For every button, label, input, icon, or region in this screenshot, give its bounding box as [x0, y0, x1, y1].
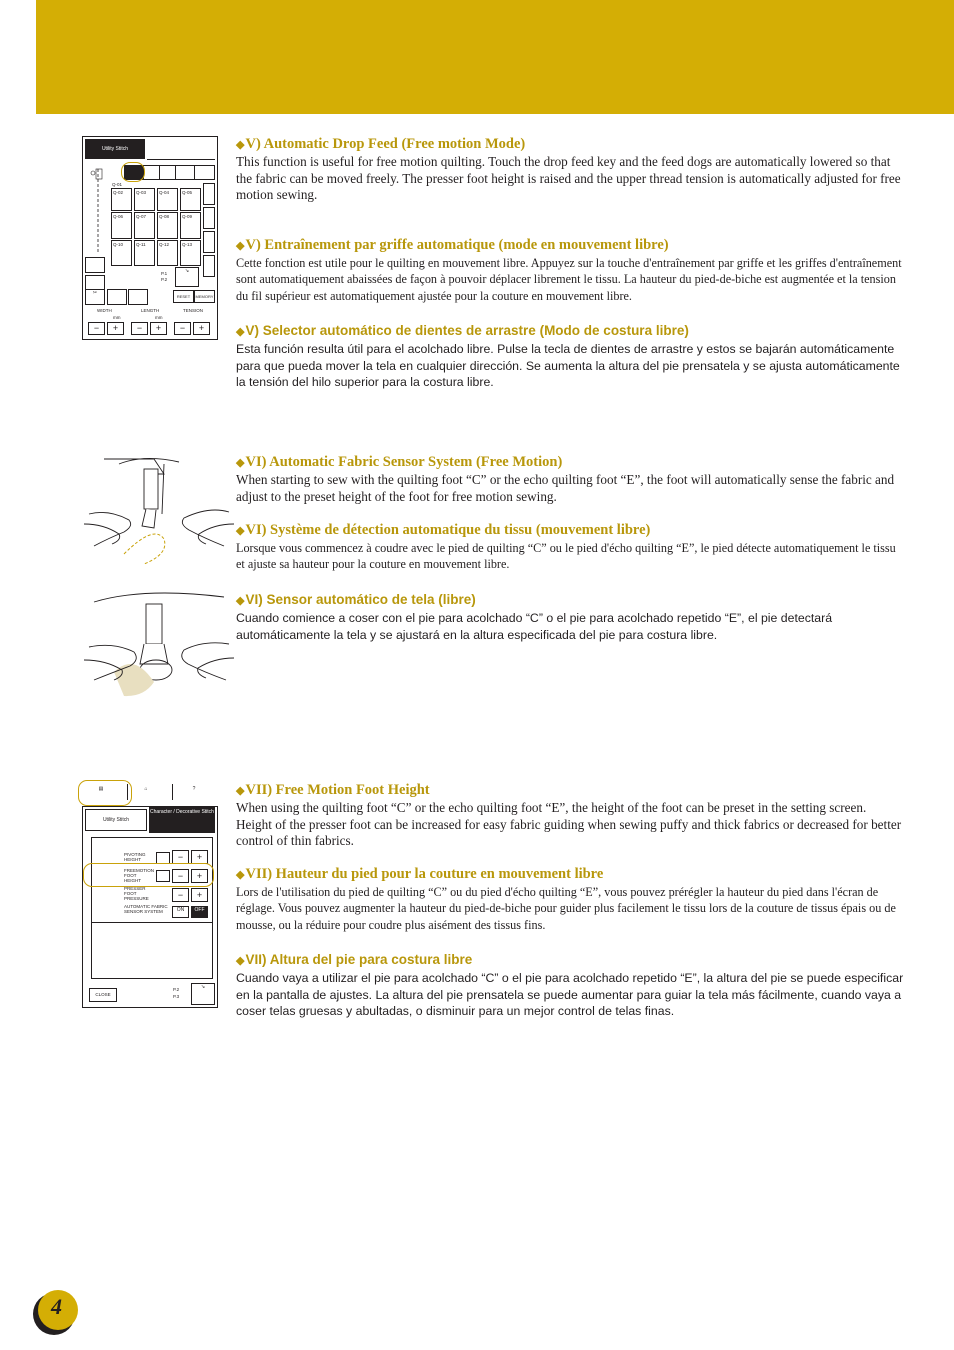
mirror-key[interactable]	[175, 165, 195, 180]
width-minus[interactable]: −	[88, 322, 105, 335]
settings-tab-highlight	[78, 780, 132, 806]
page-indicator: P.3	[173, 994, 180, 999]
stitch-key[interactable]: Q-08	[157, 212, 178, 239]
right-icon-key[interactable]	[203, 231, 215, 253]
utility-stitch-tab[interactable]: Utility Stitch	[85, 809, 147, 831]
pivot-plus[interactable]: +	[191, 850, 208, 864]
sensor-off[interactable]: OFF	[191, 906, 208, 918]
settings-screen	[82, 806, 218, 1008]
drop-feed-highlight	[121, 162, 145, 182]
stitch-key[interactable]: Q-04	[157, 188, 178, 211]
help-icon[interactable]: ?	[186, 786, 202, 798]
page-arrow-key[interactable]: ↘	[175, 267, 199, 287]
stitch-key[interactable]: Q-07	[134, 212, 155, 239]
tension-minus[interactable]: −	[174, 322, 191, 335]
settings-list	[91, 837, 213, 979]
close-button[interactable]: CLOSE	[89, 988, 117, 1002]
right-icon-key[interactable]	[203, 183, 215, 205]
vi-fr-body: Lorsque vous commencez à coudre avec le pied de quilting “C” ou le pied d'écho quilting “E”, le pied détecte automatiquement le tissu et ajuste sa hauteur pour la couture en mouvement libre.	[236, 541, 896, 572]
scissors-key[interactable]: ✂	[85, 289, 105, 305]
stitch-key[interactable]: Q-10	[111, 240, 132, 266]
stitch-key[interactable]: Q-11	[134, 240, 155, 266]
width-label: WIDTH	[97, 308, 112, 313]
v-fr-heading: ◆V) Entraînement par griffe automatique (mode en mouvement libre)	[236, 237, 669, 253]
pivoting-height-label: PIVOTING HEIGHT	[124, 852, 146, 862]
unit-mm: mm	[155, 315, 163, 320]
vii-en-body: When using the quilting foot “C” or the echo quilting foot “E”, the height of the foot can be preset in the setting screen. Height of the presser foot can be increased for easy fabric guiding when sewing puffy and thick fabrics or decreased for better control of thin fabrics.	[236, 800, 902, 849]
vi-fr-heading: ◆VI) Système de détection automatique du tissu (mouvement libre)	[236, 522, 651, 538]
page-indicator: P.1	[161, 271, 168, 276]
sewing-machine-icon[interactable]: ⌂	[138, 786, 154, 798]
utility-stitch-screen	[82, 136, 218, 340]
page-indicator: P.2	[161, 277, 168, 282]
tension-plus[interactable]: +	[193, 322, 210, 335]
freemotion-foot-height-label: FREEMOTION FOOT HEIGHT	[124, 868, 154, 883]
page-arrow-key[interactable]: ↘	[191, 983, 215, 1005]
tool-key[interactable]	[85, 257, 105, 273]
v-es-body: Esta función resulta útil para el acolchado libre. Pulse la tecla de dientes de arrastre y estos se bajarán automáticamente para que pueda mover la tela en cualquier dirección. Se aumenta la altura del pie prensatela y se ajusta automáticamente la tensión del hilo superior para la costura libre.	[236, 342, 900, 390]
vii-es-body: Cuando vaya a utilizar el pie para acolchado “C” o el pie para acolchado repetido “E”, la altura del pie se puede especificar en la pantalla de ajustes. La altura del pie prensatela se puede aumentar para guiar la tela más fácilmente, cuando vaya a coser telas gruesas y abultadas, o disminuir para un mejor control de telas finas.	[236, 971, 904, 1019]
settings-key[interactable]	[194, 165, 215, 180]
right-icon-key[interactable]	[203, 255, 215, 277]
page-indicator: P.2	[173, 987, 180, 992]
vi-en-heading: ◆VI) Automatic Fabric Sensor System (Free Motion)	[236, 454, 563, 470]
unit-mm: mm	[113, 315, 121, 320]
v-es-heading: ◆V) Selector automático de dientes de arrastre (Modo de costura libre)	[236, 323, 689, 338]
tension-label: TENSION	[183, 308, 204, 313]
right-icon-key[interactable]	[203, 207, 215, 229]
stitch-key[interactable]: Q-12	[157, 240, 178, 266]
page-number: 4	[51, 1294, 62, 1319]
pressure-plus[interactable]: +	[191, 888, 208, 902]
stitch-grid	[110, 182, 202, 272]
fabric-sensor-label: AUTOMATIC FABRIC SENSOR SYSTEM	[124, 904, 168, 914]
stitch-key[interactable]: Q-05	[180, 188, 201, 211]
vi-es-body: Cuando comience a coser con el pie para acolchado “C” o el pie para acolchado repetido “E”, el pie detectará automáticamente la tela y se ajustará en la altura especificada del pie para costura libre.	[236, 611, 833, 642]
needle-key[interactable]	[128, 289, 148, 305]
character-decorative-tab[interactable]: Character / Decorative Stitch	[149, 807, 215, 833]
stitch-code: Q-01	[112, 182, 123, 187]
settings-page-icon[interactable]: ▤	[94, 786, 108, 798]
freemotion-plus[interactable]: +	[191, 869, 208, 883]
vii-en-heading: ◆VII) Free Motion Foot Height	[236, 782, 430, 798]
presser-foot-pressure-label: PRESSER FOOT PRESSURE	[124, 886, 149, 901]
stitch-key[interactable]: Q-13	[180, 240, 201, 266]
needle-key[interactable]	[107, 289, 127, 305]
v-en-body: This function is useful for free motion quilting. Touch the drop feed key and the feed dogs are automatically lowered so that the fabric can be moved freely. The presser foot height is raised and the upper thread tension is automatically adjusted for free motion sewing.	[236, 154, 901, 203]
presser-foot-icon	[87, 165, 109, 255]
stitch-key[interactable]: Q-02	[111, 188, 132, 211]
vi-en-body: When starting to sew with the quilting foot “C” or the echo quilting foot “E”, the foot will automatically sense the fabric and adjust to the preset height of the foot for free motion sewing.	[236, 472, 895, 504]
length-plus[interactable]: +	[150, 322, 167, 335]
needle-mode-key[interactable]	[143, 165, 160, 180]
pivot-key[interactable]	[159, 165, 176, 180]
sensor-on[interactable]: ON	[172, 906, 189, 918]
stitch-key[interactable]: Q-03	[134, 188, 155, 211]
v-fr-body: Cette fonction est utile pour le quilting en mouvement libre. Appuyez sur la touche d'entraînement par griffe et les griffes d'entraînement sont automatiquement abaissées de façon à pouvoir déplacer librement le tissu. La hauteur du pied-de-biche est augmentée et la tension du fil supérieur est automatiquement ajustée pour la couture en mouvement libre.	[236, 256, 902, 303]
v-en-heading: ◆V) Automatic Drop Feed (Free motion Mode)	[236, 136, 526, 152]
header-banner	[36, 0, 954, 114]
freemotion-minus[interactable]: −	[172, 869, 189, 883]
quilting-foot-illustration-2	[84, 592, 234, 704]
quilting-foot-illustration-1	[84, 454, 234, 574]
vi-es-heading: ◆VI) Sensor automático de tela (libre)	[236, 592, 476, 607]
vii-fr-body: Lors de l'utilisation du pied de quilting “C” ou du pied d'écho quilting “E”, vous pouvez prérégler la hauteur du pied dans l'écran de réglage. Vous pouvez augmenter la hauteur du pied-de-biche pour guider plus facilement le tissu lors de la couture de tissus épais ou de mousse, ou la réduire pour coudre plus aisément des tissus fins.	[236, 885, 896, 932]
stitch-key[interactable]: Q-09	[180, 212, 201, 239]
reset-key[interactable]: RESET	[173, 290, 194, 303]
width-plus[interactable]: +	[107, 322, 124, 335]
length-minus[interactable]: −	[131, 322, 148, 335]
vii-es-heading: ◆VII) Altura del pie para costura libre	[236, 952, 473, 967]
vii-fr-heading: ◆VII) Hauteur du pied pour la couture en mouvement libre	[236, 866, 604, 882]
length-label: LENGTH	[141, 308, 160, 313]
utility-stitch-tab[interactable]: Utility Stitch	[85, 139, 145, 159]
pressure-minus[interactable]: −	[172, 888, 189, 902]
stitch-key[interactable]: Q-06	[111, 212, 132, 239]
pivot-minus[interactable]: −	[172, 850, 189, 864]
freemotion-row-highlight	[83, 863, 214, 887]
memory-key[interactable]: MEMORY	[194, 290, 215, 303]
